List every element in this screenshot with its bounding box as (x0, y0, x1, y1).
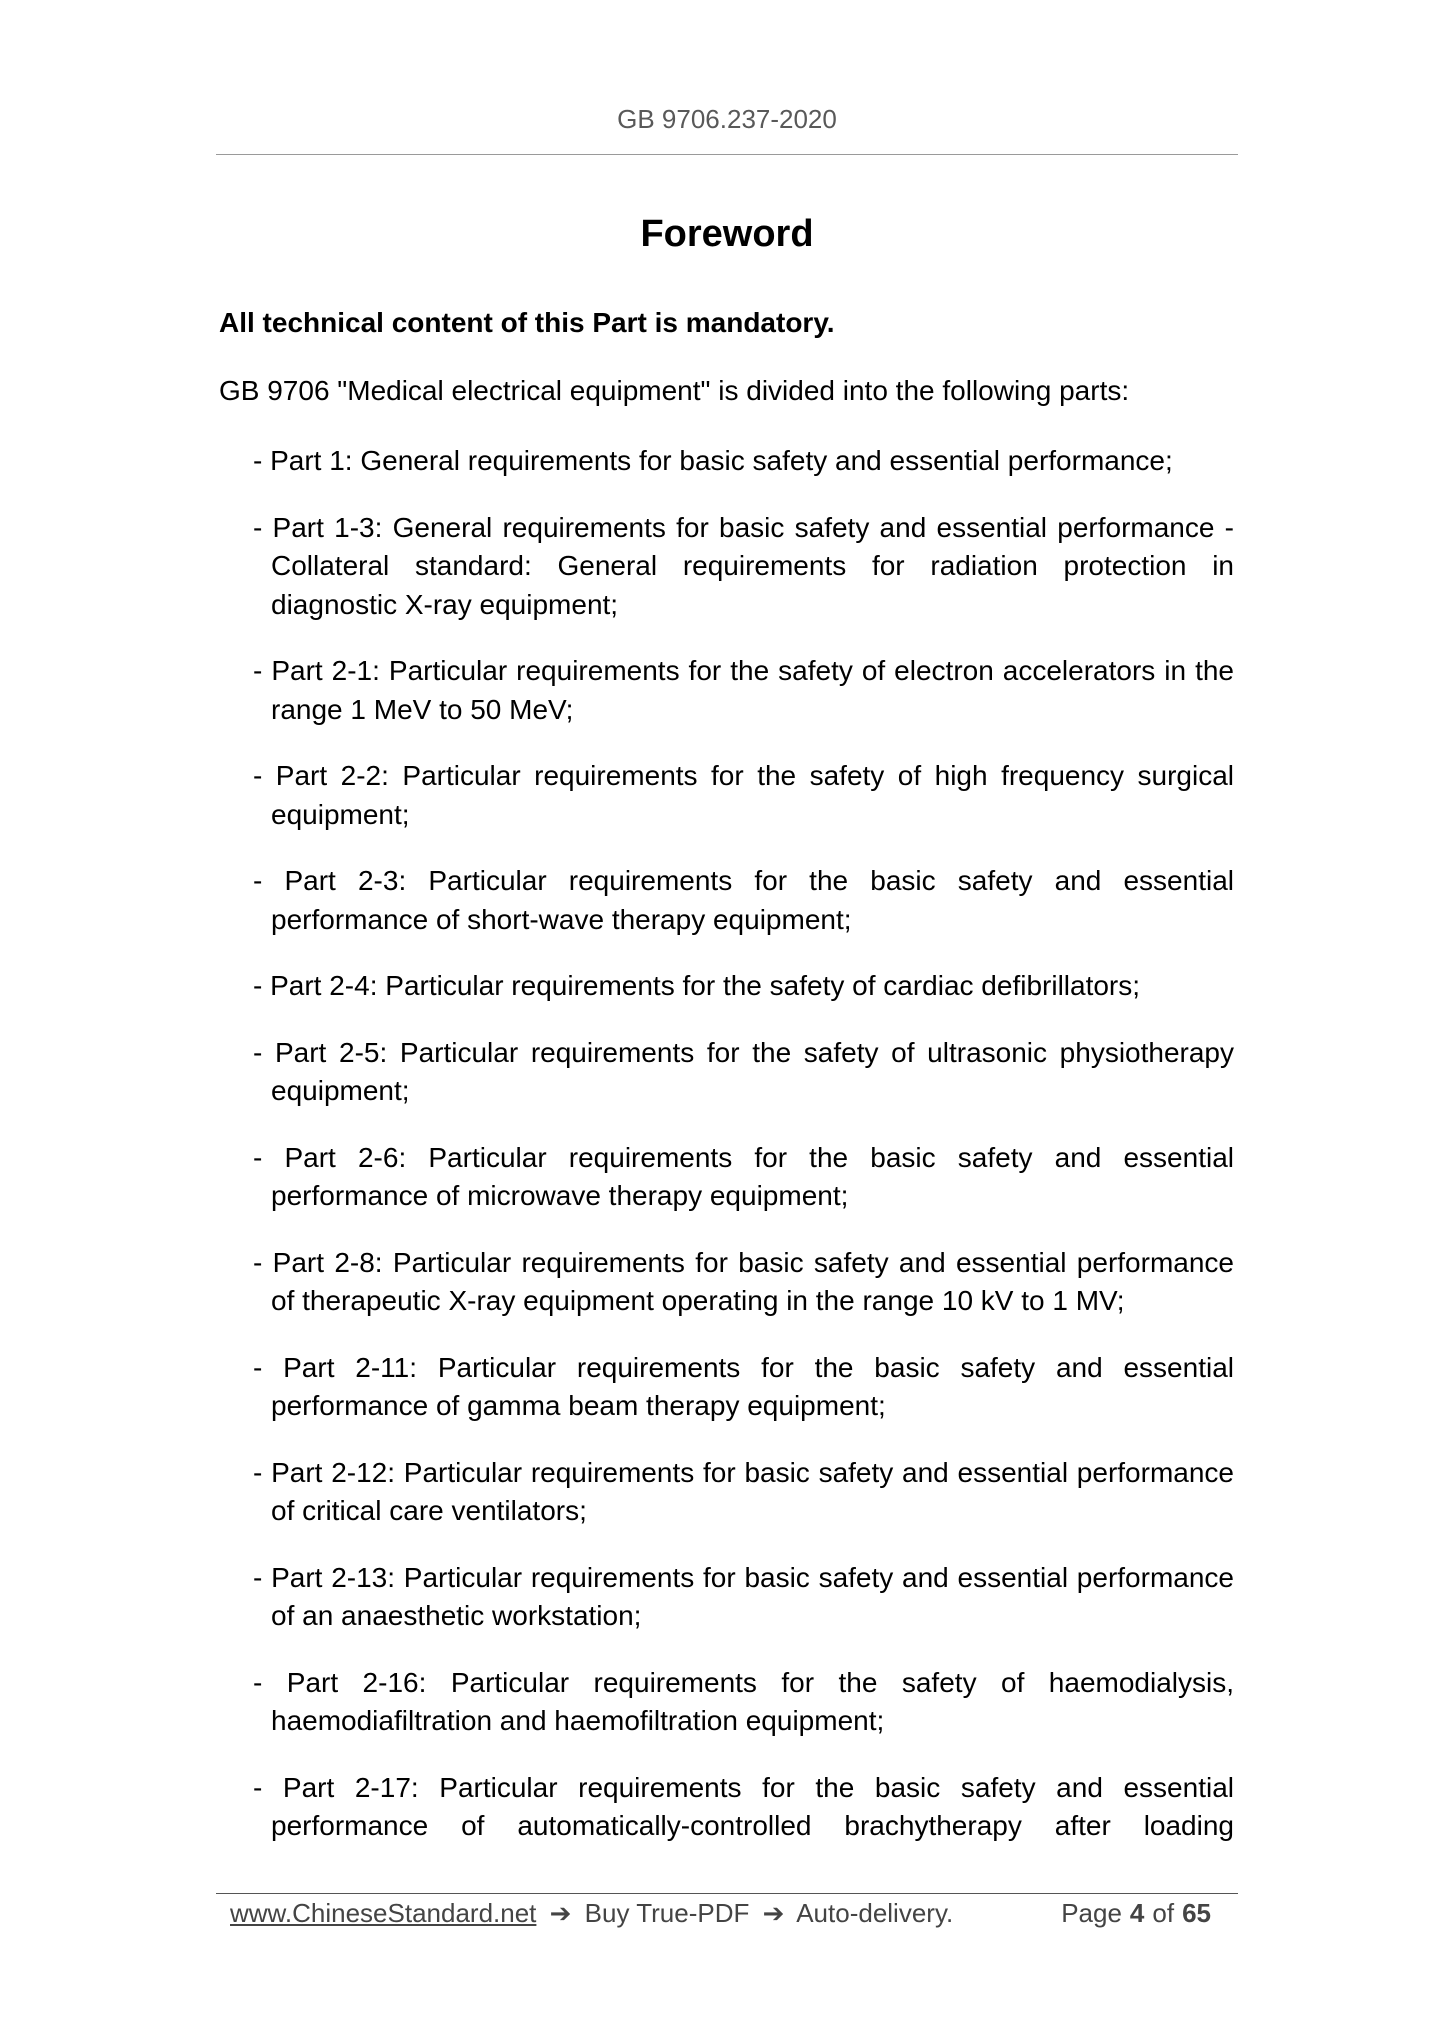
page-title: Foreword (640, 213, 814, 255)
list-item: - Part 2-4: Particular requirements for the safety of cardiac defibrillators; (253, 970, 1141, 1001)
intro-paragraph: GB 9706 "Medical electrical equipment" is divided into the following parts: (219, 375, 1130, 406)
list-item: - Part 2-6: Particular requirements for the basic safety and essential performance of microwave therapy equipment; (253, 1141, 1234, 1211)
footer-step-buy: Buy True-PDF (584, 1898, 750, 1928)
list-item: - Part 2-5: Particular requirements for the safety of ultrasonic physiotherapy equipment; (253, 1036, 1234, 1106)
list-item: - Part 2-3: Particular requirements for the basic safety and essential performance of short-wave therapy equipment; (253, 865, 1234, 935)
list-item: - Part 2-1: Particular requirements for the safety of electron accelerators in the range 1 MeV to 50 MeV; (253, 655, 1234, 725)
list-item: - Part 2-13: Particular requirements for basic safety and essential performance of an anaesthetic workstation; (253, 1561, 1234, 1631)
mandatory-statement: All technical content of this Part is mandatory. (219, 307, 835, 338)
list-item: - Part 2-12: Particular requirements for basic safety and essential performance of critical care ventilators; (253, 1456, 1234, 1526)
page-indicator (1061, 1898, 1229, 1929)
page-total: 65 (1182, 1898, 1211, 1928)
page-number: 4 (1129, 1898, 1145, 1928)
list-item: - Part 1: General requirements for basic safety and essential performance; (253, 445, 1173, 476)
right-arrow-icon: ➔ (549, 1898, 572, 1928)
list-item: - Part 2-16: Particular requirements for the safety of haemodialysis, haemodiafiltration and haemofiltration equipment; (253, 1666, 1234, 1736)
header-divider (216, 154, 1238, 155)
list-item: - Part 2-8: Particular requirements for basic safety and essential performance of therapeutic X-ray equipment operating in the range 10 kV to 1 MV; (253, 1246, 1234, 1316)
page-label: Page (1061, 1898, 1122, 1928)
of-label: of (1152, 1898, 1175, 1928)
list-item: - Part 1-3: General requirements for basic safety and essential performance - Collateral standard: General requirements for radiation protection in diagnostic X-ray equipment; (253, 511, 1234, 620)
footer-promo (230, 1898, 953, 1929)
footer-step-delivery: Auto-delivery. (796, 1898, 954, 1928)
right-arrow-icon: ➔ (762, 1898, 785, 1928)
list-item: - Part 2-17: Particular requirements for the basic safety and essential performance of automatically-controlled brachytherapy after loading (253, 1771, 1234, 1841)
parts-list (253, 442, 1234, 1846)
list-item: - Part 2-2: Particular requirements for the safety of high frequency surgical equipment; (253, 760, 1234, 830)
website-link[interactable]: www.ChineseStandard.net (230, 1898, 537, 1928)
footer-divider (216, 1893, 1238, 1894)
document-header: GB 9706.237-2020 (617, 104, 837, 134)
list-item: - Part 2-11: Particular requirements for the basic safety and essential performance of gamma beam therapy equipment; (253, 1351, 1234, 1421)
